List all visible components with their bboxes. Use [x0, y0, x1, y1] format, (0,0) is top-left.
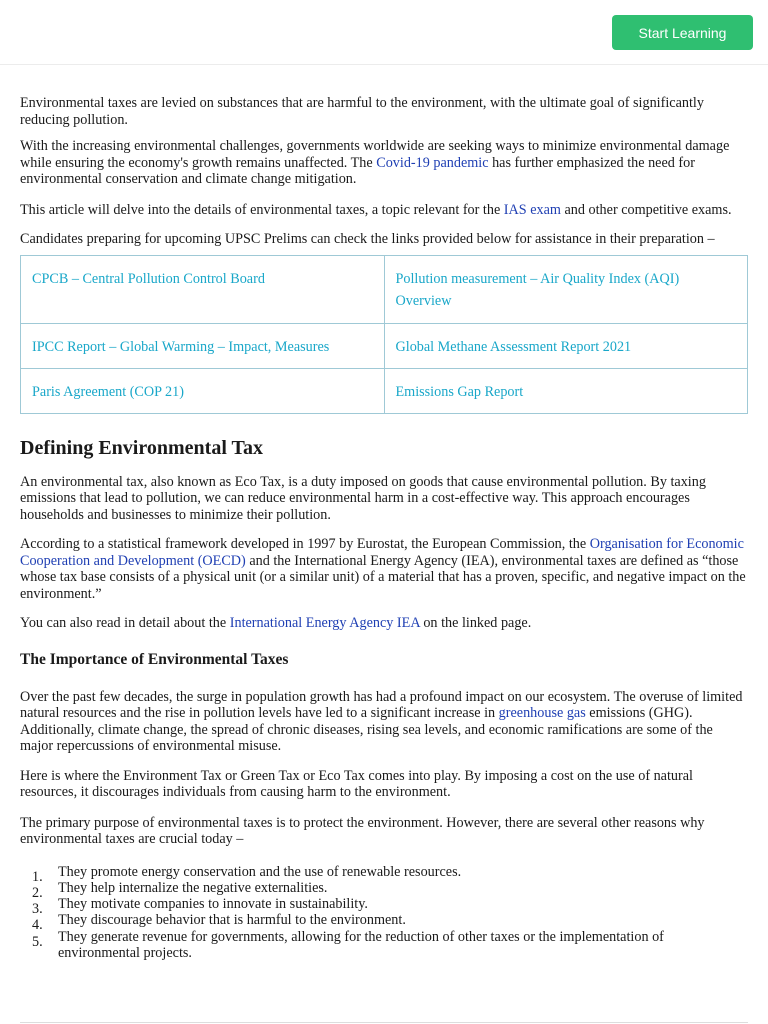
table-row — [21, 255, 748, 323]
intro-p2-text-after: has further emphasized the need for environmental conservation and climate change mitigation. — [20, 154, 695, 187]
table-cell — [21, 255, 385, 323]
list-item-text: They generate revenue for governments, allowing for the reduction of other taxes or the implementation of environmental projects. — [58, 928, 664, 961]
list-item-number: 3. — [32, 901, 43, 918]
covid-pandemic-link[interactable]: Covid-19 pandemic — [376, 154, 489, 171]
defining-paragraph-1: An environmental tax, also known as Eco Tax, is a duty imposed on goods that cause environmental pollution. By taxing emissions that lead to pollution, we can reduce environmental harm in a cost-effective way. This approach encourages households and businesses to minimize their pollution. — [20, 473, 706, 523]
defining-paragraph-3 — [20, 615, 748, 632]
ias-exam-link[interactable]: IAS exam — [503, 201, 561, 218]
intro-paragraph-1: Environmental taxes are levied on substances that are harmful to the environment, with the ultimate goal of significantly reducing pollution. — [20, 95, 704, 128]
list-item-number: 5. — [32, 933, 43, 950]
importance-paragraph-3: The primary purpose of environmental taxes is to protect the environment. However, there are several other reasons why environmental taxes are crucial today – — [20, 814, 705, 847]
table-row — [21, 323, 748, 368]
table-cell — [384, 255, 748, 323]
intro-paragraph-4: Candidates preparing for upcoming UPSC Prelims can check the links provided below for assistance in their preparation – — [20, 231, 715, 247]
list-item — [20, 879, 748, 901]
list-item — [20, 863, 748, 885]
importance-paragraph-2: Here is where the Environment Tax or Green Tax or Eco Tax comes into play. By imposing a cost on the use of natural resources, it discourages individuals from causing harm to the environment. — [20, 767, 693, 800]
top-bar — [0, 0, 768, 65]
start-learning-button[interactable]: Start Learning — [612, 15, 753, 50]
iea-link[interactable]: International Energy Agency IEA — [229, 615, 420, 631]
reasons-list — [20, 864, 748, 962]
intro-p2-text-before: With the increasing environmental challenges, governments worldwide are seeking ways to minimize environmental damage while ensuring the economy's growth remains unaffected. The — [20, 138, 730, 171]
intro-p3-text-before: This article will delve into the details of environmental taxes, a topic relevant for the — [20, 201, 504, 218]
oecd-link[interactable]: Organisation for Economic Cooperation and Development (OECD) — [20, 536, 744, 569]
intro-paragraph-3 — [20, 202, 748, 219]
table-cell — [21, 368, 385, 413]
list-item-number: 1. — [32, 868, 43, 885]
list-item-number: 4. — [32, 917, 43, 934]
table-cell — [384, 368, 748, 413]
importance-paragraph-1 — [20, 689, 748, 755]
list-item — [20, 912, 748, 934]
emissions-gap-report-link[interactable]: Emissions Gap Report — [395, 383, 524, 400]
list-item-text: They discourage behavior that is harmful to the environment. — [58, 912, 406, 929]
table-row — [21, 368, 748, 413]
bottom-divider — [20, 1022, 748, 1023]
ipcc-report-link[interactable]: IPCC Report – Global Warming – Impact, Measures — [32, 338, 330, 355]
importance-p1-text-after: emissions (GHG). Additionally, climate change, the spread of chronic diseases, rising sea levels, and economic ramifications are some of the major repercussions of environmental misuse. — [20, 705, 713, 754]
cpcb-link[interactable]: CPCB – Central Pollution Control Board — [32, 270, 265, 287]
related-links-table — [20, 255, 748, 414]
global-methane-report-link[interactable]: Global Methane Assessment Report 2021 — [395, 338, 632, 355]
table-cell — [21, 323, 385, 368]
aqi-overview-link[interactable]: Pollution measurement – Air Quality Index (AQI) Overview — [395, 270, 680, 309]
section-heading-defining: Defining Environmental Tax — [20, 436, 264, 459]
importance-p1-text-before: Over the past few decades, the surge in population growth has had a profound impact on our ecosystem. The overuse of limited natural resources and the rise in pollution levels have led to a significant increase in — [20, 688, 743, 721]
defining-p2-text-after: and the International Energy Agency (IEA), environmental taxes are defined as “those whose tax base consists of a physical unit (or a similar unit) of a material that has a proven, specific, and negative impact on the environment.” — [20, 552, 746, 602]
list-item — [20, 896, 748, 918]
defining-p2-text-before: According to a statistical framework developed in 1997 by Eurostat, the European Commission, the — [20, 536, 590, 552]
greenhouse-gas-link[interactable]: greenhouse gas — [498, 705, 586, 721]
intro-paragraph-2 — [20, 138, 748, 188]
list-item-text: They motivate companies to innovate in sustainability. — [58, 896, 368, 913]
article-content — [20, 95, 748, 961]
intro-p3-text-after: and other competitive exams. — [560, 201, 732, 218]
list-item — [20, 929, 748, 962]
defining-p3-text-after: on the linked page. — [419, 615, 532, 631]
list-item-text: They help internalize the negative externalities. — [58, 879, 328, 896]
list-item-number: 2. — [32, 884, 43, 901]
defining-paragraph-2 — [20, 536, 748, 602]
section-heading-importance: The Importance of Environmental Taxes — [20, 650, 289, 668]
list-item-text: They promote energy conservation and the use of renewable resources. — [58, 863, 462, 880]
defining-p3-text-before: You can also read in detail about the — [20, 615, 230, 631]
table-cell — [384, 323, 748, 368]
paris-agreement-link[interactable]: Paris Agreement (COP 21) — [32, 383, 184, 400]
